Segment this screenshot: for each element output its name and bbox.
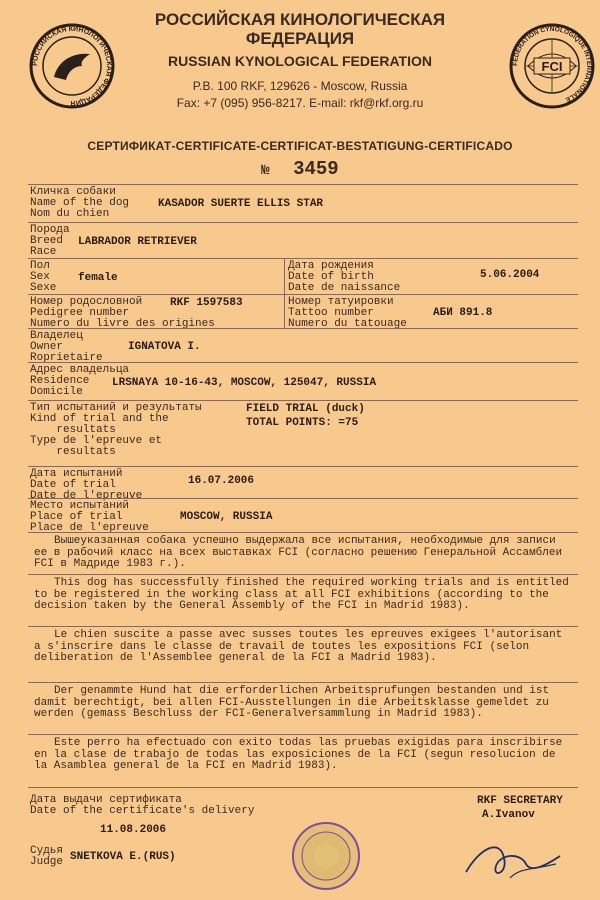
judge-value: SNETKOVA E.(RUS) <box>70 851 176 863</box>
dog-name-label: Кличка собаки Name of the dog Nom du chien <box>30 186 130 220</box>
right-seal-text: FEDERATION CYNOLOGIQUE INTERNATIONALE <box>511 25 593 104</box>
delivery-date: 11.08.2006 <box>100 824 167 836</box>
rkf-stamp-icon <box>290 820 362 892</box>
row-trial-date <box>28 466 578 502</box>
row-trial <box>28 400 578 467</box>
trial-place-label: Место испытаний Place of trial Place de l'epreuve <box>30 500 149 534</box>
paragraph-ru-box <box>28 532 578 575</box>
row-dog-name <box>28 184 578 223</box>
paragraph-fr-box <box>28 626 578 683</box>
paragraph-en: This dog has successfully finished the required working trials and is entitled to be registered in the working class at all FCI exhibitions (according to the decision taken by the General Assembly of the FCI in Madrid 1983). <box>34 577 569 612</box>
row-pedigree-tattoo <box>28 294 578 329</box>
pedigree-label: Номер родословной Pedigree number Numero du livre des origines <box>30 296 215 330</box>
row-trial-place <box>28 498 578 533</box>
certificate-number-line <box>0 158 600 180</box>
certificate-number: 3459 <box>293 158 339 180</box>
fci-seal-center-text: FCI <box>541 59 563 74</box>
trial-label: Тип испытаний и результаты Kind of trial and the resultats Type de l'epreuve et resultats <box>30 402 202 458</box>
secretary-title: RKF SECRETARY <box>477 795 563 807</box>
trial-value-2: TOTAL POINTS: =75 <box>246 417 359 429</box>
header-title-ru-1: РОССИЙСКАЯ КИНОЛОГИЧЕСКАЯ <box>154 10 446 29</box>
row-owner <box>28 328 578 363</box>
breed-value: LABRADOR RETRIEVER <box>78 236 197 248</box>
certificate-title: СЕРТИФИКАТ-CERTIFICATE-CERTIFICAT-BESTATIGUNG-CERTIFICADO <box>87 139 513 153</box>
judge-label: Судья Judge <box>30 845 64 868</box>
number-sign: № <box>261 163 270 179</box>
paragraph-ru: Вышеуказанная собака успешно выдержала все испытания, необходимые для записи ее в рабочий класс на всех выставках FCI (согласно решению Генеральной Ассамблеи FCI в Мадриде 1983 г.). <box>34 535 563 570</box>
address-label: Адрес владельца Residence Domicile <box>30 364 130 398</box>
left-seal-text: РОССИЙСКАЯ КИНОЛОГИЧЕСКАЯ ФЕДЕРАЦИЯ <box>31 25 113 107</box>
tattoo-value: АБИ 891.8 <box>433 307 493 319</box>
paragraph-de: Der genammte Hund hat die erforderlichen Arbeitsprufungen bestanden und ist damit berechtigt, bei allen FCI-Ausstellungen in die Arbeitsklasse gemeldet zu werden (gemass Beschluss der FCI-Generalversammlung in Madrid 1983). <box>34 685 550 720</box>
rkf-seal-icon <box>28 22 116 110</box>
header-contact: Fax: +7 (095) 956-8217. E-mail: rkf@rkf.org.ru <box>176 96 424 110</box>
sex-value: female <box>78 272 118 284</box>
fci-seal-icon <box>508 22 596 110</box>
pedigree-value: RKF 1597583 <box>170 297 243 309</box>
trial-value-1: FIELD TRIAL (duck) <box>246 403 365 415</box>
trial-place-value: MOSCOW, RUSSIA <box>180 511 273 523</box>
dob-label: Дата рождения Date of birth Date de naissance <box>288 260 401 294</box>
row-address <box>28 362 578 401</box>
header-title-ru-2: ФЕДЕРАЦИЯ <box>245 29 355 48</box>
owner-label: Владелец Owner Roprietaire <box>30 330 103 364</box>
sex-label: Пол Sex Sexe <box>30 260 57 294</box>
paragraph-es: Este perro ha efectuado con exito todas las pruebas exigidas para inscribirse en la clase de trabajo de todas las exposiciones de la FCI (segun resolucion de la Asamblea general de la FCI en Madrid 1983). <box>34 737 563 772</box>
tattoo-label: Номер татуировки Tattoo number Numero du tatouage <box>288 296 407 330</box>
breed-label: Порода Breed Race <box>30 224 70 258</box>
delivery-label: Дата выдачи сертификата Date of the certificate's delivery <box>30 794 255 817</box>
trial-date-value: 16.07.2006 <box>188 475 255 487</box>
paragraph-fr: Le chien suscite a passe avec susses toutes les epreuves exigees l'autorisant a s'inscrire dans le classe de travail de toutes les expositions FCI (selon deliberation de l'Assemblee general de la FCI a Madrid 1983). <box>34 629 563 664</box>
paragraph-de-box <box>28 682 578 735</box>
header-address: P.B. 100 RKF, 129626 - Moscow, Russia <box>192 79 408 93</box>
dog-name-value: KASADOR SUERTE ELLIS STAR <box>158 198 324 210</box>
signature-icon <box>460 828 570 888</box>
secretary-name: A.Ivanov <box>482 809 535 821</box>
header-title-en: RUSSIAN KYNOLOGICAL FEDERATION <box>168 53 432 69</box>
owner-value: IGNATOVA I. <box>128 341 201 353</box>
row-sex-dob <box>28 258 578 295</box>
trial-date-label: Дата испытаний Date of trial Date de l'epreuve <box>30 468 143 502</box>
address-value: LRSNAYA 10-16-43, MOSCOW, 125047, RUSSIA <box>112 377 377 389</box>
dob-value: 5.06.2004 <box>480 269 540 281</box>
divider <box>284 295 285 329</box>
paragraph-es-box <box>28 734 578 788</box>
divider <box>284 259 285 295</box>
paragraph-en-box <box>28 574 578 627</box>
row-breed <box>28 222 578 259</box>
header <box>0 0 600 120</box>
